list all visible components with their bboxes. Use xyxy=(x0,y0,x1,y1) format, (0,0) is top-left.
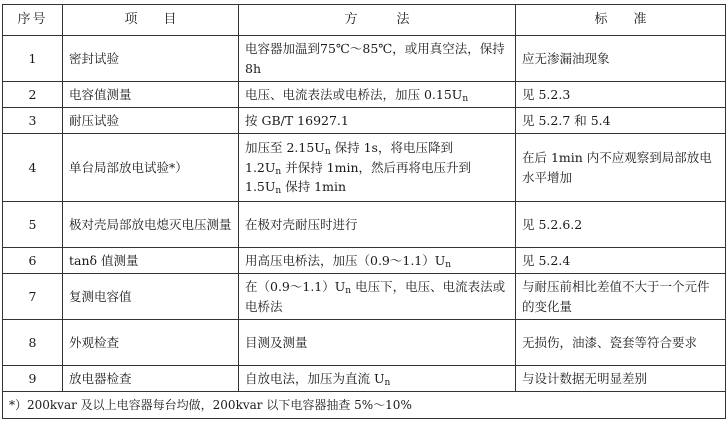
row-standard: 在后 1min 内不应观察到局部放电水平增加 xyxy=(516,134,726,202)
row-item: 复测电容值 xyxy=(63,274,239,320)
row-method: 按 GB/T 16927.1 xyxy=(239,108,516,134)
row-standard: 与耐压前相比差值不大于一个元件的变化量 xyxy=(516,274,726,320)
row-no: 2 xyxy=(3,82,63,108)
row-no: 5 xyxy=(3,202,63,248)
header-no: 序号 xyxy=(3,5,63,36)
table-row xyxy=(3,320,726,366)
row-item: 放电器检查 xyxy=(63,366,239,392)
row-method: 用高压电桥法，加压$(0.9\sim 1.1)U_n$ xyxy=(239,248,516,274)
table-row xyxy=(3,274,726,320)
row-item: 密封试验 xyxy=(63,36,239,82)
table-footnote: *）200kvar 及以上电容器每台均做，200kvar 以下电容器抽查 5%～10% xyxy=(3,392,726,419)
header-method: 方 法 xyxy=(239,5,516,36)
test-spec-table xyxy=(2,4,726,419)
table-row xyxy=(3,36,726,82)
table-row xyxy=(3,82,726,108)
row-standard: 见 5.2.4 xyxy=(516,248,726,274)
table-header-row xyxy=(3,5,726,36)
footnote-row xyxy=(3,392,726,419)
header-item: 项 目 xyxy=(63,5,239,36)
header-standard: 标 准 xyxy=(516,5,726,36)
row-item: 电容值测量 xyxy=(63,82,239,108)
row-method: 在$(0.9\sim 1.1)U_n$ 电压下，电压、电流表法或电桥法 xyxy=(239,274,516,320)
row-standard: 见 5.2.7 和 5.4 xyxy=(516,108,726,134)
row-standard: 见 5.2.3 xyxy=(516,82,726,108)
row-no: 1 xyxy=(3,36,63,82)
row-no: 8 xyxy=(3,320,63,366)
row-item: 单台局部放电试验*） xyxy=(63,134,239,202)
row-method: 加压至 $2.15U_n$ 保持 1s，将电压降到 $1.2U_n$ 并保持 1min，然后再将电压升到 $1.5U_n$ 保持 1min xyxy=(239,134,516,202)
row-no: 6 xyxy=(3,248,63,274)
row-standard: 见 5.2.6.2 xyxy=(516,202,726,248)
row-item: tanδ 值测量 xyxy=(63,248,239,274)
table-row xyxy=(3,134,726,202)
row-standard: 应无渗漏油现象 xyxy=(516,36,726,82)
row-no: 4 xyxy=(3,134,63,202)
row-method: 在极对壳耐压时进行 xyxy=(239,202,516,248)
row-standard: 无损伤，油漆、瓷套等符合要求 xyxy=(516,320,726,366)
row-item: 耐压试验 xyxy=(63,108,239,134)
row-method: 电压、电流表法或电桥法，加压 $0.15U_n$ xyxy=(239,82,516,108)
row-no: 9 xyxy=(3,366,63,392)
table-row xyxy=(3,248,726,274)
table-row xyxy=(3,202,726,248)
row-no: 7 xyxy=(3,274,63,320)
row-method: 自放电法，加压为直流 $U_n$ xyxy=(239,366,516,392)
row-method: 电容器加温到75℃～85℃，或用真空法，保持 8h xyxy=(239,36,516,82)
row-no: 3 xyxy=(3,108,63,134)
table-row xyxy=(3,366,726,392)
row-method: 目测及测量 xyxy=(239,320,516,366)
row-item: 外观检查 xyxy=(63,320,239,366)
row-standard: 与设计数据无明显差别 xyxy=(516,366,726,392)
table-row xyxy=(3,108,726,134)
row-item: 极对壳局部放电熄灭电压测量 xyxy=(63,202,239,248)
